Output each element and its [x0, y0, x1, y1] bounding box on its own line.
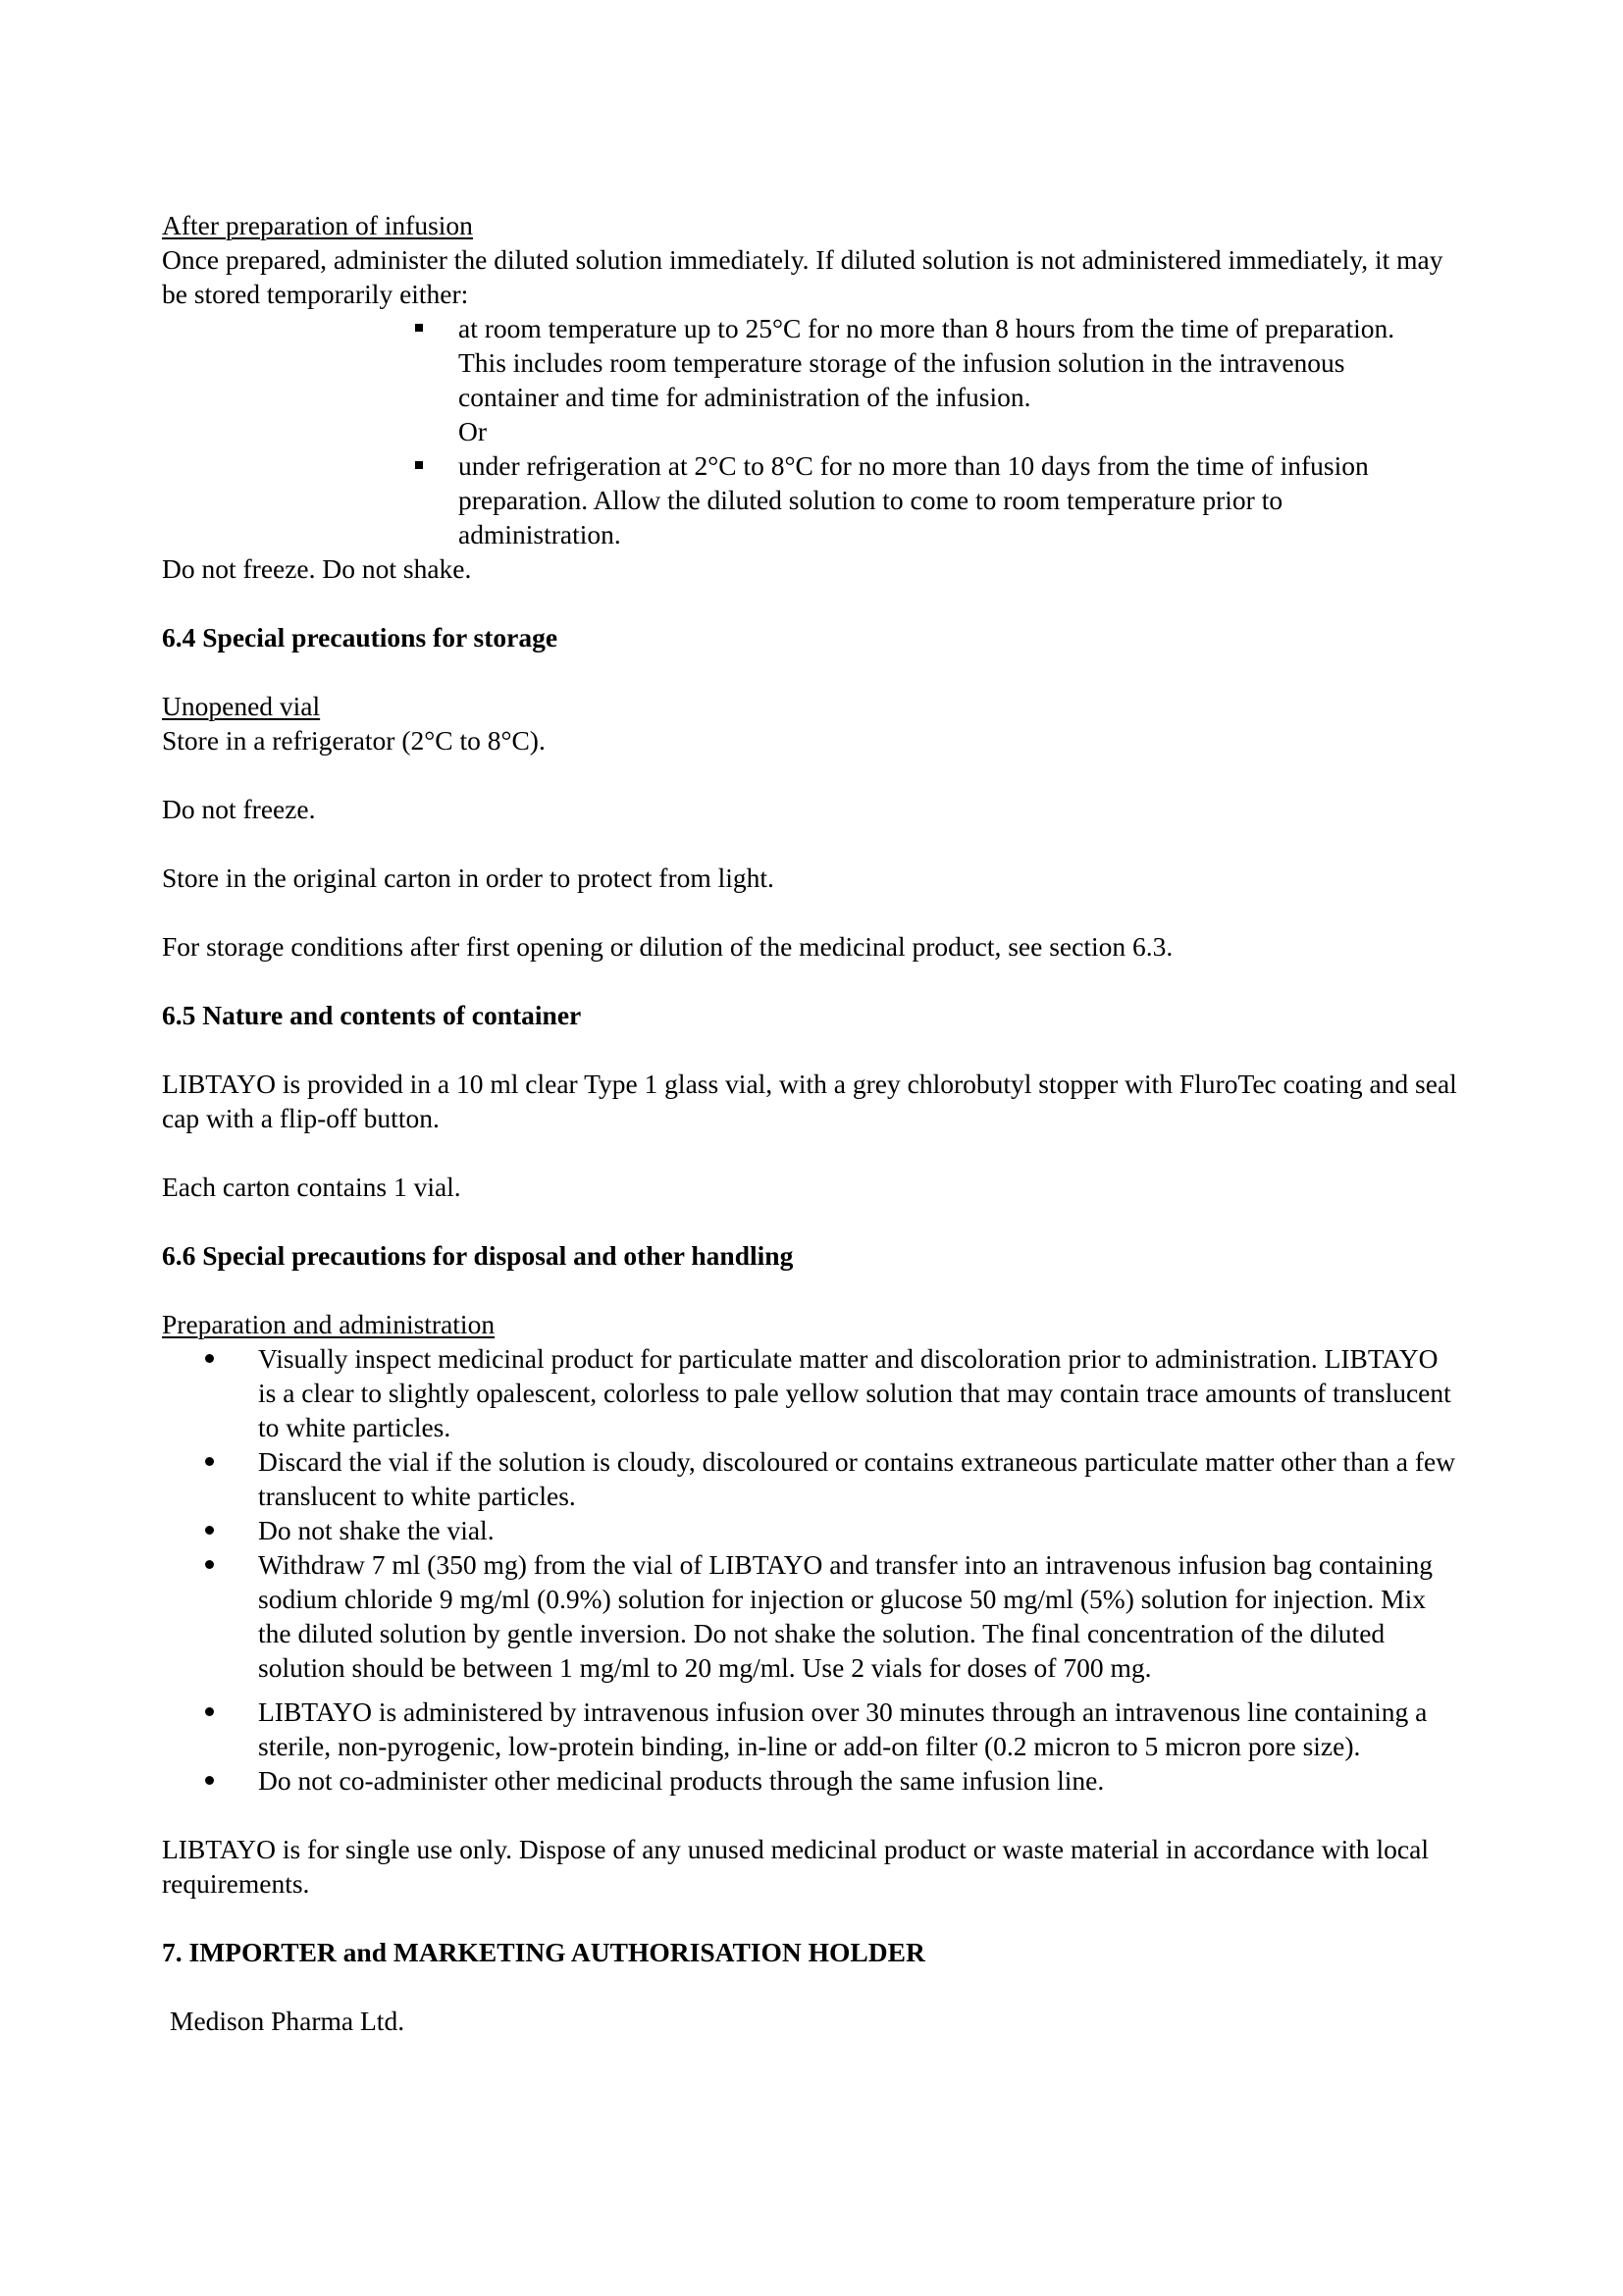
paragraph: Each carton contains 1 vial.	[162, 1172, 461, 1202]
bullet-icon	[205, 1776, 214, 1785]
list-item: Withdraw 7 ml (350 mg) from the vial of LIBTAYO and transfer into an intravenous infusion bag containing sodium chloride 9 mg/ml (0.9%) solution for injection or glucose 50 mg/ml (5%) solution for injection. Mix the diluted solution by gentle inversion. Do not shake the solution. The final concentration of the diluted solution should be between 1 mg/ml to 20 mg/ml. Use 2 vials for doses of 700 mg.	[258, 1547, 1457, 1685]
paragraph: Do not freeze.	[162, 794, 316, 824]
list-item: Do not shake the vial.	[258, 1513, 1457, 1547]
section-7-title: 7. IMPORTER and MARKETING AUTHORISATION HOLDER	[162, 1937, 925, 1967]
list-item: Discard the vial if the solution is cloudy, discoloured or contains extraneous particulate matter other than a few translucent to white particles.	[258, 1444, 1457, 1513]
preparation-subheading: Preparation and administration	[162, 1309, 496, 1339]
list-item: Do not co-administer other medicinal products through the same infusion line.	[258, 1763, 1457, 1798]
section-6-6-title: 6.6 Special precautions for disposal and other handling	[162, 1240, 794, 1271]
storage-options-list	[162, 311, 1420, 551]
paragraph: LIBTAYO is for single use only. Dispose of any unused medicinal product or waste material in accordance with local requirements.	[162, 1834, 1429, 1899]
storage-option-text: at room temperature up to 25°C for no more than 8 hours from the time of preparation. This includes room temperature storage of the infusion solution in the intravenous container and time for administration of the infusion.	[458, 313, 1395, 412]
list-item: LIBTAYO is administered by intravenous infusion over 30 minutes through an intravenous line containing a sterile, non-pyrogenic, low-protein binding, in-line or add-on filter (0.2 micron to 5 micron pore size).	[258, 1695, 1457, 1763]
storage-option-text: under refrigeration at 2°C to 8°C for no more than 10 days from the time of infusion preparation. Allow the diluted solution to come to room temperature prior to administration.	[458, 450, 1369, 549]
square-bullet-icon	[415, 324, 423, 332]
document-page	[162, 208, 1457, 2038]
bullet-icon	[205, 1354, 214, 1363]
infusion-closing: Do not freeze. Do not shake.	[162, 553, 472, 584]
bullet-icon	[205, 1526, 214, 1535]
paragraph: For storage conditions after first opening or dilution of the medicinal product, see section 6.3.	[162, 931, 1174, 962]
preparation-steps-list	[162, 1341, 1457, 1798]
list-item	[458, 448, 1420, 551]
bullet-icon	[205, 1560, 214, 1569]
bullet-icon	[205, 1457, 214, 1466]
section-6-4-title: 6.4 Special precautions for storage	[162, 622, 558, 652]
unopened-vial-subheading: Unopened vial	[162, 691, 321, 721]
paragraph: Store in the original carton in order to protect from light.	[162, 862, 774, 893]
infusion-intro: Once prepared, administer the diluted solution immediately. If diluted solution is not administered immediately, it may be stored temporarily either:	[162, 244, 1443, 309]
list-item: Visually inspect medicinal product for particulate matter and discoloration prior to administration. LIBTAYO is a clear to slightly opalescent, colorless to pale yellow solution that may contain trace amounts of translucent to white particles.	[258, 1341, 1457, 1444]
storage-option-or: Or	[458, 416, 488, 446]
square-bullet-icon	[415, 461, 423, 469]
marketing-authorisation-holder: Medison Pharma Ltd.	[170, 2006, 405, 2036]
paragraph: Store in a refrigerator (2°C to 8°C).	[162, 725, 546, 756]
list-item	[458, 311, 1420, 448]
bullet-icon	[205, 1707, 214, 1716]
section-6-5-title: 6.5 Nature and contents of container	[162, 1000, 582, 1030]
paragraph: LIBTAYO is provided in a 10 ml clear Type 1 glass vial, with a grey chlorobutyl stopper with FluroTec coating and seal cap with a flip-off button.	[162, 1069, 1457, 1133]
infusion-subheading: After preparation of infusion	[162, 210, 473, 240]
